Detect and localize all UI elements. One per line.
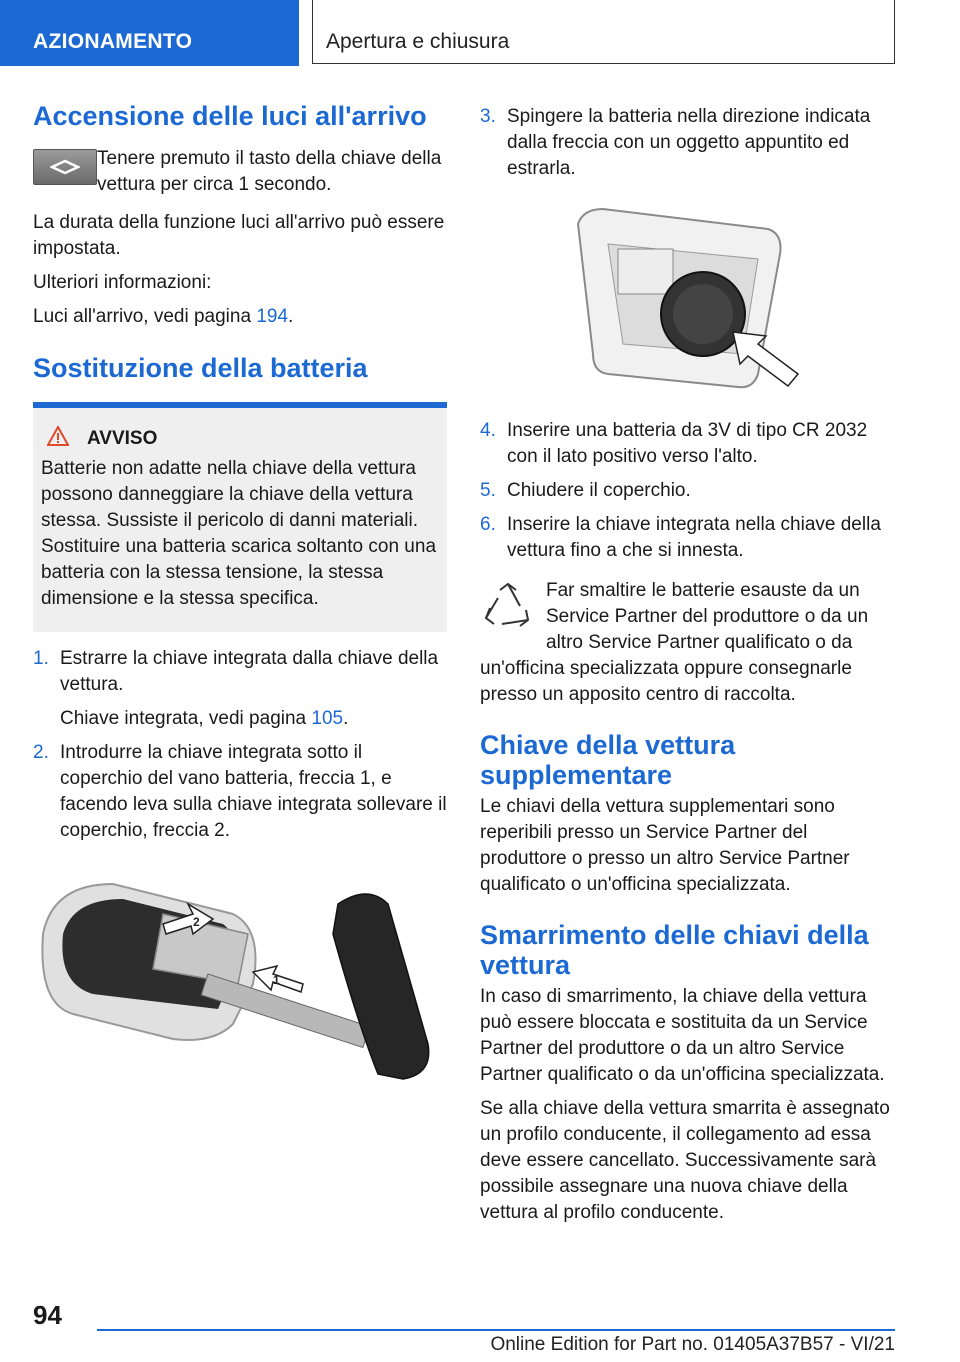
steps-list-right-2 <box>480 418 895 564</box>
list-item <box>480 418 895 470</box>
step-text <box>60 646 447 732</box>
arrow-1 <box>253 966 303 992</box>
battery-illustration <box>568 204 808 394</box>
step5-text: Chiudere il coperchio. <box>507 480 691 501</box>
recycle-note <box>480 578 895 708</box>
ref-suffix: . <box>288 306 294 327</box>
list-item <box>480 104 895 182</box>
step4-text: Inserire una batteria da 3V di tipo CR 2032 con il lato positivo verso l'alto. <box>507 420 868 467</box>
battery-figure <box>480 204 895 394</box>
arrow-2-label: 2 <box>193 915 200 929</box>
step6-text: Inserire la chiave integrata nella chiave della vettura fino a che si innesta. <box>507 514 881 561</box>
list-item <box>33 646 447 732</box>
step2-text: Introdurre la chiave integrata sotto il coperchio del vano batteria, freccia 1, e facendo leva sulla chiave integrata sollevare il coperchio, freccia 2. <box>60 742 447 841</box>
recycle-text: Far smaltire le batterie esauste da un Service Partner del produttore o da un altro Service Partner qualificato o da un'officina specializzata oppure consegnarle presso un apposito centro di raccolta. <box>480 580 869 705</box>
page-link-194[interactable]: 194 <box>256 306 289 327</box>
warning-label: AVVISO <box>87 428 158 449</box>
recycle-icon <box>480 580 536 636</box>
lost-key-text-1: In caso di smarrimento, la chiave della vettura può essere bloccata e sostituita da un Service Partner del produttore o da un altro Service Partner qualificato o da un'officina specializzata. <box>480 986 885 1085</box>
step-number: 6. <box>480 514 496 535</box>
ref-prefix: Luci all'arrivo, vedi pagina <box>33 306 257 327</box>
page-header <box>0 0 960 66</box>
duration-text: La durata della funzione luci all'arrivo può essere impostata. <box>33 212 445 259</box>
key-button-image <box>33 149 97 185</box>
page-number: 94 <box>33 1300 62 1330</box>
extra-key-text: Le chiavi della vettura supplementari sono reperibili presso un Service Partner del produttore o presso un altro Service Partner qualificato o un'officina specializzata. <box>480 796 850 895</box>
list-item <box>480 478 895 504</box>
step3-text: Spingere la batteria nella direzione indicata dalla freccia con un oggetto appuntito ed estrarla. <box>507 106 871 179</box>
step-number: 1. <box>33 648 49 669</box>
steps-list-right <box>480 104 895 182</box>
more-info-text: Ulteriori informazioni: <box>33 272 212 293</box>
heading-welcome-light: Accensione delle luci all'arrivo <box>33 101 427 131</box>
key-illustration <box>33 874 447 1094</box>
right-column <box>480 104 895 1226</box>
step-number: 2. <box>33 742 49 763</box>
lost-key-text-2: Se alla chiave della vettura smarrita è assegnato un profilo conducente, il collegamento ad essa deve essere cancellato. Successivamente sarà possibile assegnare una nuova chiave della vettura al profilo conducente. <box>480 1098 890 1223</box>
warning-title <box>47 426 439 452</box>
warning-text: Batterie non adatte nella chiave della vettura possono danneggiare la chiave della vettura stessa. Sussiste il pericolo di danni materiali. Sostituire una batteria scarica soltanto con una batteria con la stessa tensione, la stessa dimensione e la stessa specifica. <box>41 458 437 609</box>
heading-battery-replacement: Sostituzione della batteria <box>33 353 368 383</box>
list-item <box>480 512 895 564</box>
page-link-105[interactable]: 105 <box>311 708 344 729</box>
warning-triangle-icon <box>47 426 69 452</box>
arrow-1-label: 1 <box>273 973 280 987</box>
step-number: 3. <box>480 106 496 127</box>
welcome-light-icon <box>50 159 80 175</box>
key-open-figure <box>33 874 447 1094</box>
chapter-title: Apertura e chiusura <box>312 0 895 64</box>
heading-extra-key: Chiave della vettura supplementare <box>480 730 736 790</box>
steps-list-left <box>33 646 447 844</box>
section-tab: AZIONAMENTO <box>0 0 299 66</box>
footer-divider <box>97 1329 895 1331</box>
button-instruction-text: Tenere premuto il tasto della chiave della vettura per circa 1 secondo. <box>97 148 442 195</box>
welcome-light-ref <box>33 304 447 330</box>
left-column <box>33 100 447 1094</box>
step1-sub <box>60 706 447 732</box>
footer-edition: Online Edition for Part no. 01405A37B57 - VI/21 <box>490 1334 895 1355</box>
step-number: 4. <box>480 420 496 441</box>
sub-suffix: . <box>343 708 349 729</box>
list-item <box>33 740 447 844</box>
step-number: 5. <box>480 480 496 501</box>
button-instruction <box>33 146 447 198</box>
warning-box <box>33 402 447 632</box>
heading-lost-keys: Smarrimento delle chiavi della vettura <box>480 920 869 980</box>
step1-text: Estrarre la chiave integrata dalla chiave della vettura. <box>60 648 439 695</box>
sub-prefix: Chiave integrata, vedi pagina <box>60 708 312 729</box>
